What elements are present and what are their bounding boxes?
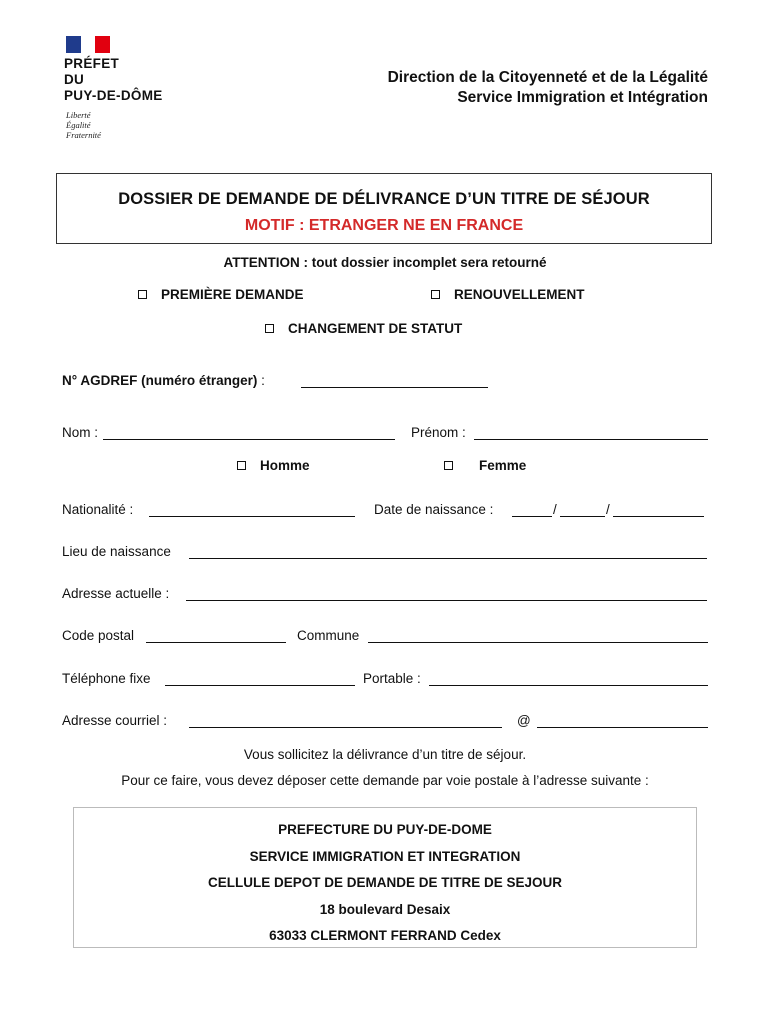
checkbox-changement-statut[interactable] xyxy=(265,321,462,336)
title-box xyxy=(56,173,712,244)
nom-label: Nom : xyxy=(62,425,99,440)
adresse-input-line[interactable] xyxy=(186,600,707,601)
republic-motto xyxy=(66,110,101,140)
motto-fraternite: Fraternité xyxy=(66,130,101,140)
checkbox-label: PREMIÈRE DEMANDE xyxy=(161,287,304,302)
checkbox-label: Femme xyxy=(479,458,527,473)
postal-address-box xyxy=(73,807,697,948)
address-line-3: CELLULE DEPOT DE DEMANDE DE TITRE DE SEJOUR xyxy=(207,875,563,890)
checkbox-femme[interactable] xyxy=(444,458,526,473)
portable-input-line[interactable] xyxy=(429,685,708,686)
agdref-input-line[interactable] xyxy=(301,387,488,388)
nationalite-label: Nationalité : xyxy=(62,502,134,517)
prenom-input-line[interactable] xyxy=(474,439,708,440)
date-day-line[interactable] xyxy=(512,516,552,517)
address-line-2: SERVICE IMMIGRATION ET INTEGRATION xyxy=(249,848,521,864)
address-line-5: 63033 CLERMONT FERRAND Cedex xyxy=(269,928,501,943)
motto-liberte: Liberté xyxy=(66,110,91,120)
motif-subtitle: MOTIF : ETRANGER NE EN FRANCE xyxy=(244,217,524,234)
document-title: DOSSIER DE DEMANDE DE DÉLIVRANCE D’UN TITRE DE SÉJOUR xyxy=(118,190,650,208)
agdref-label xyxy=(62,373,265,388)
logo-line-2: DU xyxy=(64,72,85,87)
address-line-4: 18 boulevard Desaix xyxy=(319,901,451,917)
attention-notice: ATTENTION : tout dossier incomplet sera retourné xyxy=(223,255,547,270)
checkbox-premiere-demande[interactable] xyxy=(138,287,304,302)
checkbox-square-icon[interactable] xyxy=(431,290,440,299)
commune-label: Commune xyxy=(297,628,360,643)
date-separator-1: / xyxy=(553,502,557,517)
nom-input-line[interactable] xyxy=(103,439,395,440)
instructions-line-2: Pour ce faire, vous devez déposer cette demande par voie postale à l’adresse suivante : xyxy=(121,773,649,788)
checkbox-square-icon[interactable] xyxy=(138,290,147,299)
lieu-naissance-input-line[interactable] xyxy=(189,558,707,559)
checkbox-label: RENOUVELLEMENT xyxy=(454,287,585,302)
checkbox-label: Homme xyxy=(260,458,310,473)
adresse-label: Adresse actuelle : xyxy=(62,586,170,601)
checkbox-square-icon[interactable] xyxy=(444,461,453,470)
french-flag-logo xyxy=(66,36,110,53)
code-postal-input-line[interactable] xyxy=(146,642,286,643)
checkbox-homme[interactable] xyxy=(237,458,310,473)
at-sign: @ xyxy=(517,713,531,728)
checkbox-label: CHANGEMENT DE STATUT xyxy=(288,321,463,336)
telephone-label: Téléphone fixe xyxy=(62,671,151,686)
logo-line-1: PRÉFET xyxy=(64,56,120,71)
department-header xyxy=(388,68,708,108)
date-year-line[interactable] xyxy=(613,516,704,517)
checkbox-square-icon[interactable] xyxy=(237,461,246,470)
prenom-label: Prénom : xyxy=(411,425,466,440)
telephone-input-line[interactable] xyxy=(165,685,355,686)
checkbox-renouvellement[interactable] xyxy=(431,287,585,302)
instructions-line-1: Vous sollicitez la délivrance d’un titre de séjour. xyxy=(243,747,527,762)
agdref-label-text: N° AGDREF (numéro étranger) xyxy=(62,373,258,388)
courriel-label: Adresse courriel : xyxy=(62,713,168,728)
department-line-1: Direction de la Citoyenneté et de la Légalité xyxy=(387,69,708,86)
department-line-2: Service Immigration et Intégration xyxy=(457,89,708,106)
prefecture-logo-text xyxy=(64,56,163,104)
courriel-local-input-line[interactable] xyxy=(189,727,502,728)
motto-egalite: Égalité xyxy=(66,120,91,130)
lieu-naissance-label: Lieu de naissance xyxy=(62,544,171,559)
commune-input-line[interactable] xyxy=(368,642,708,643)
address-line-1: PREFECTURE DU PUY-DE-DOME xyxy=(278,822,492,837)
courriel-domain-input-line[interactable] xyxy=(537,727,708,728)
checkbox-square-icon[interactable] xyxy=(265,324,274,333)
portable-label: Portable : xyxy=(363,671,421,686)
agdref-separator: : xyxy=(257,373,265,388)
nationalite-input-line[interactable] xyxy=(149,516,355,517)
code-postal-label: Code postal xyxy=(62,628,135,643)
logo-line-3: PUY-DE-DÔME xyxy=(64,88,163,103)
date-separator-2: / xyxy=(606,502,610,517)
date-month-line[interactable] xyxy=(560,516,605,517)
date-naissance-label: Date de naissance : xyxy=(374,502,494,517)
